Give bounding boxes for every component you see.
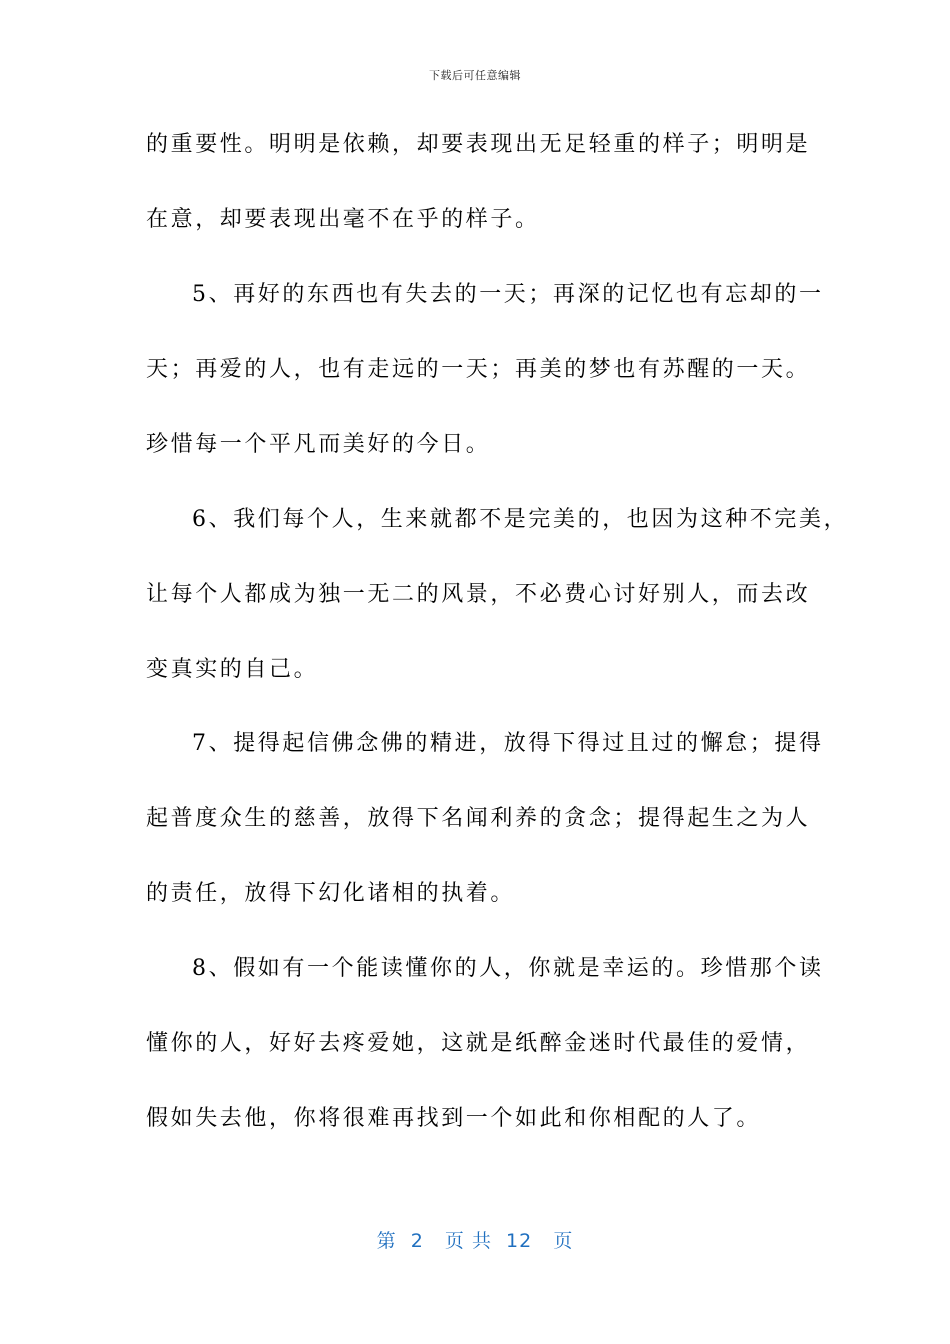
header-note: 下载后可任意编辑 bbox=[429, 69, 521, 82]
paragraph-line: 起普度众生的慈善，放得下名闻利养的贪念；提得起生之为人 bbox=[146, 806, 811, 831]
paragraph-line: 珍惜每一个平凡而美好的今日。 bbox=[146, 432, 491, 457]
paragraph-line: 7、提得起信佛念佛的精进，放得下得过且过的懈怠；提得 bbox=[192, 731, 824, 756]
paragraph-line: 天；再爱的人，也有走远的一天；再美的梦也有苏醒的一天。 bbox=[146, 357, 811, 382]
paragraph-line: 的重要性。明明是依赖，却要表现出无足轻重的样子；明明是 bbox=[146, 132, 811, 157]
page-number-footer: 第 2 页 共 12 页 bbox=[376, 1230, 574, 1252]
paragraph-line: 6、我们每个人，生来就都不是完美的，也因为这种不完美， bbox=[192, 507, 849, 532]
paragraph-line: 在意，却要表现出毫不在乎的样子。 bbox=[146, 207, 540, 232]
paragraph-line: 假如失去他，你将很难再找到一个如此和你相配的人了。 bbox=[146, 1106, 762, 1131]
paragraph-line: 让每个人都成为独一无二的风景，不必费心讨好别人，而去改 bbox=[146, 582, 811, 607]
paragraph-line: 5、再好的东西也有失去的一天；再深的记忆也有忘却的一 bbox=[192, 282, 824, 307]
paragraph-line: 变真实的自己。 bbox=[146, 657, 319, 682]
paragraph-line: 懂你的人，好好去疼爱她，这就是纸醉金迷时代最佳的爱情， bbox=[146, 1031, 811, 1056]
paragraph-line: 的责任，放得下幻化诸相的执着。 bbox=[146, 881, 516, 906]
paragraph-line: 8、假如有一个能读懂你的人，你就是幸运的。珍惜那个读 bbox=[192, 956, 824, 981]
